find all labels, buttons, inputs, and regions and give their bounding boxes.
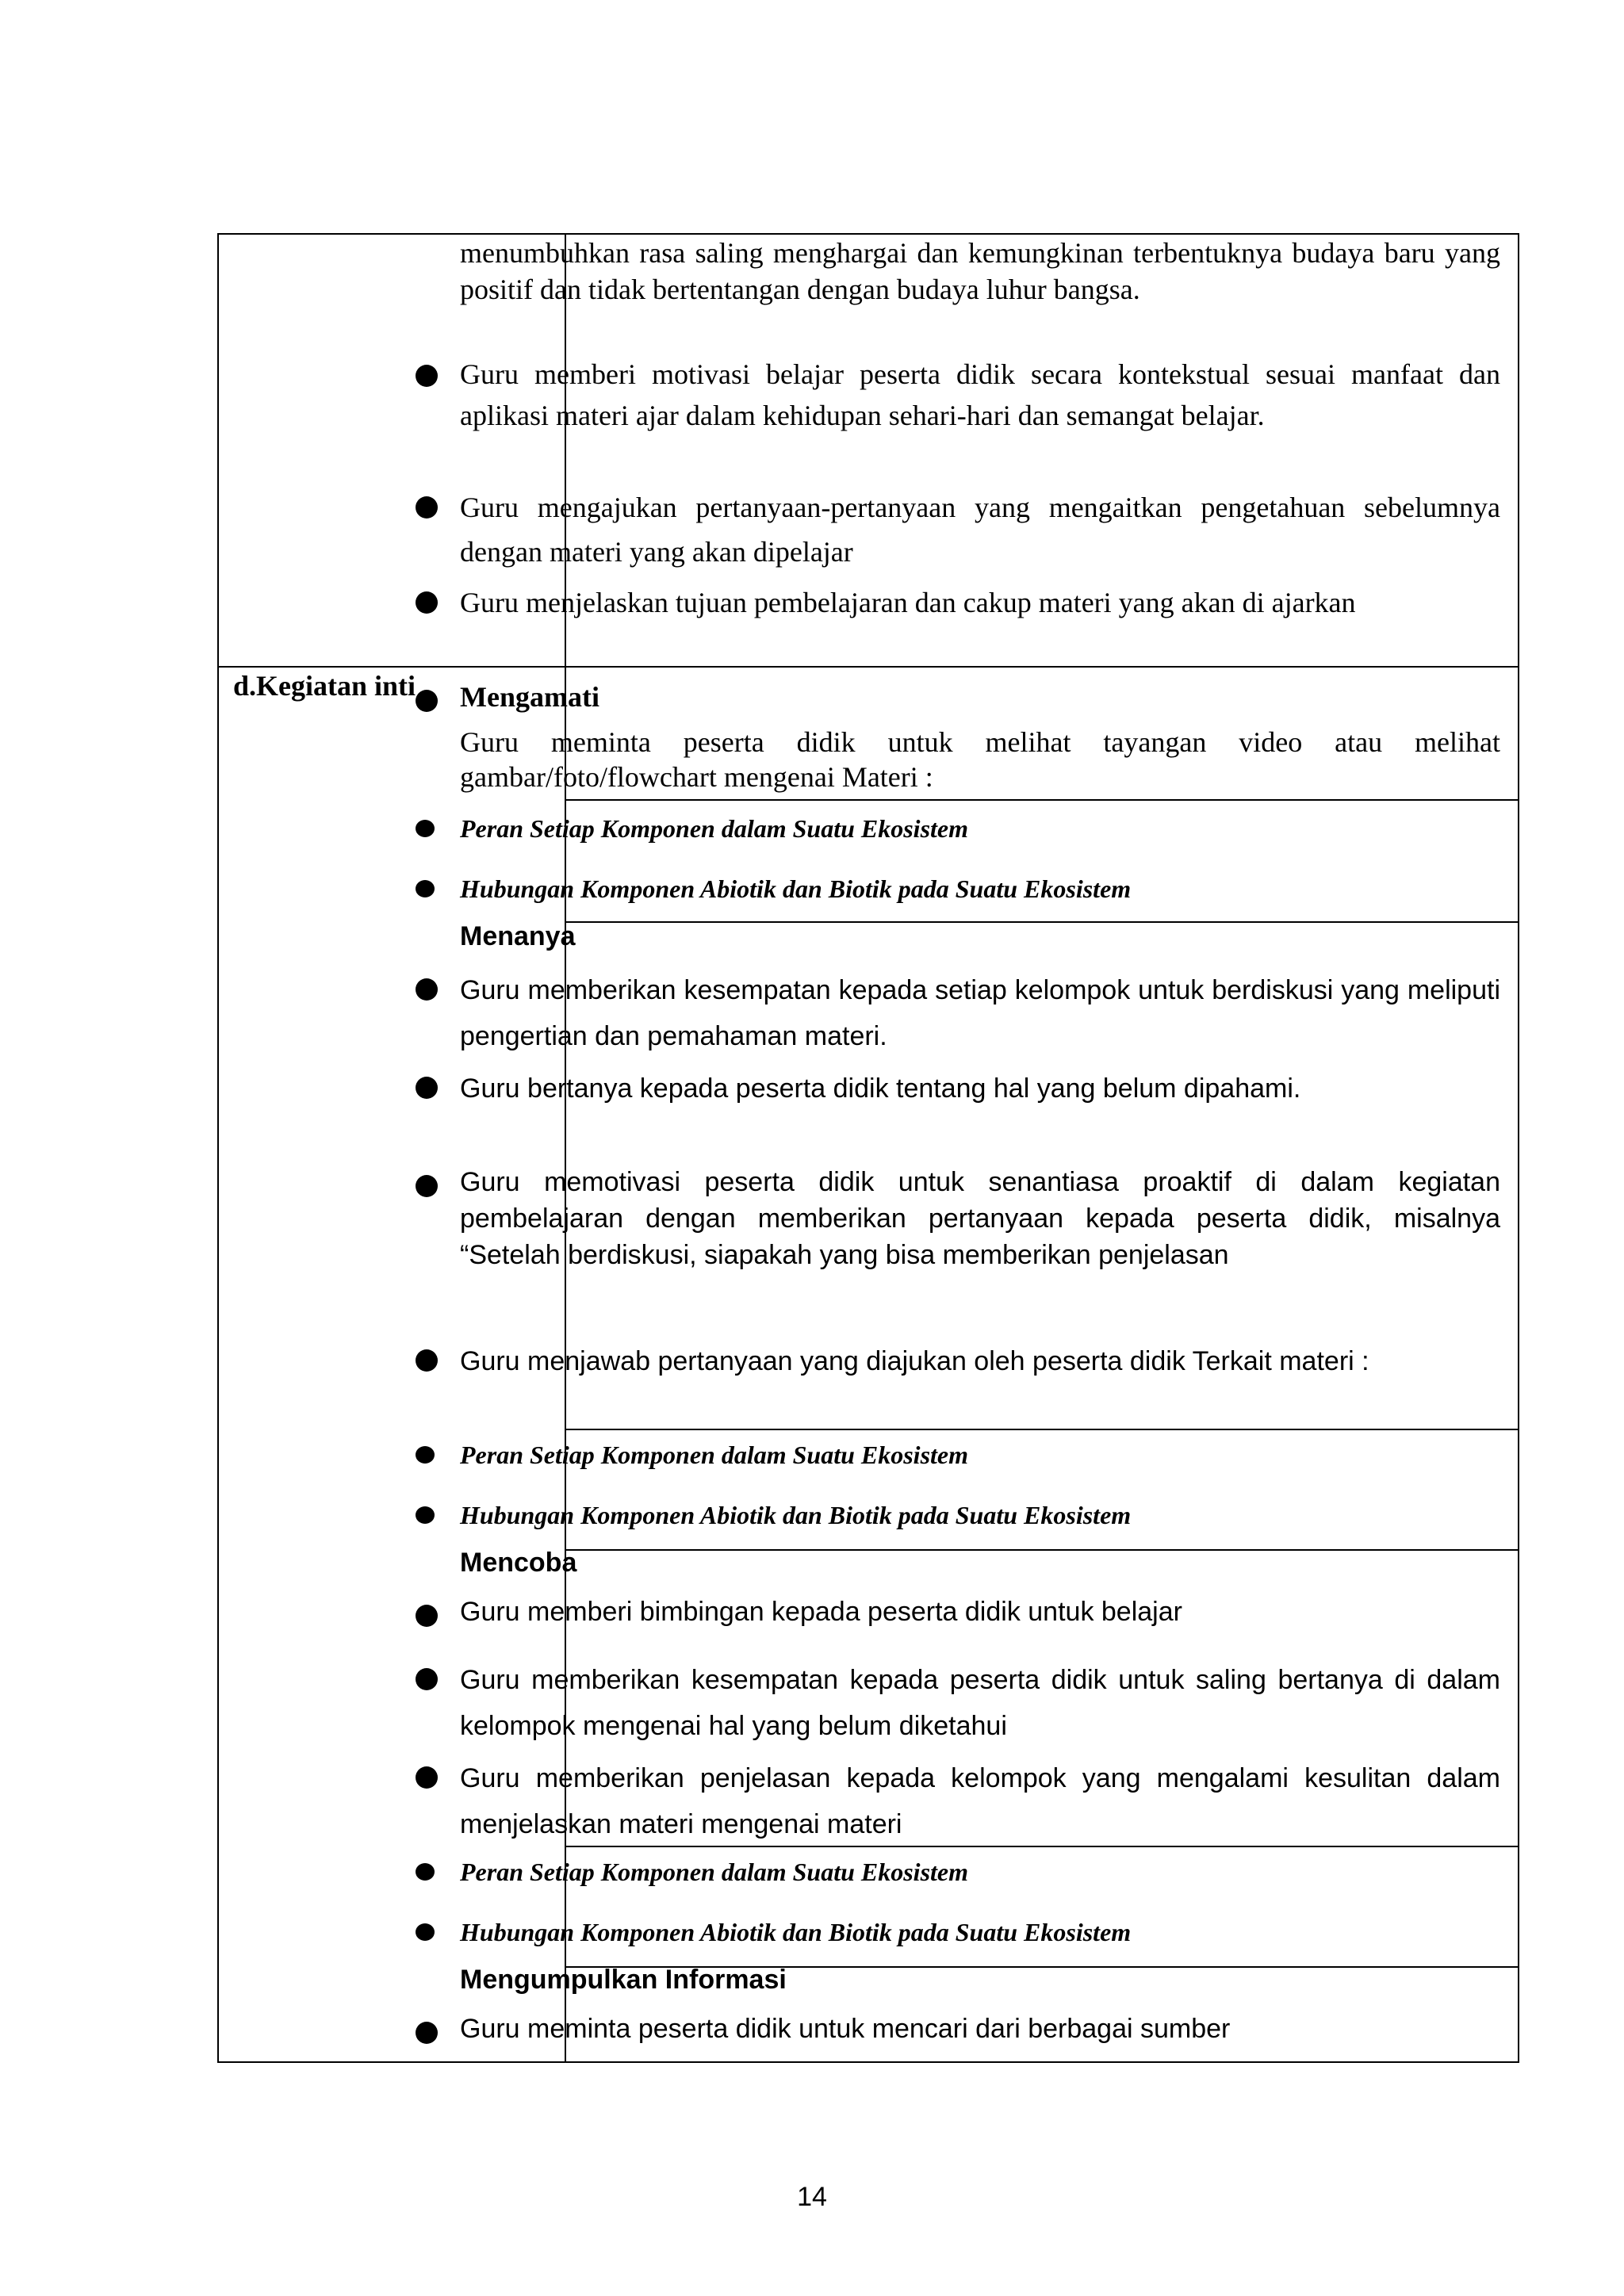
- menanya-bullet: Guru menjawab pertanyaan yang diajukan oleh peserta didik Terkait materi :: [460, 1346, 1369, 1376]
- bullet-icon: [416, 1446, 435, 1464]
- menanya-bullet: Guru memotivasi peserta didik untuk senantiasa proaktif di dalam kegiatan pembelajaran dengan memberikan pertanyaan kepada peserta didik, misalnya “Setelah berdiskusi, siapakah yang bisa memberikan penjelasan: [460, 1167, 1500, 1270]
- materi-item: Peran Setiap Komponen dalam Suatu Ekosistem: [460, 1441, 968, 1469]
- bullet-icon: [416, 591, 438, 614]
- bullet-icon: [416, 1863, 435, 1881]
- bullet-icon: [416, 1605, 438, 1627]
- bullet-icon: [416, 1766, 438, 1789]
- menanya-bullet: Guru bertanya kepada peserta didik tentang hal yang belum dipahami.: [460, 1073, 1301, 1104]
- bullet-icon: [416, 2022, 438, 2044]
- bullet-icon: [416, 690, 438, 712]
- mengumpulkan-bullet: Guru meminta peserta didik untuk mencari dari berbagai sumber: [460, 2014, 1231, 2044]
- bullet-icon: [416, 1077, 438, 1099]
- mengamati-text: Guru meminta peserta didik untuk melihat tayangan video atau melihat gambar/foto/flowchart mengenai Materi :: [460, 726, 1500, 793]
- bullet-icon: [416, 1923, 435, 1941]
- menanya-heading: Menanya: [460, 921, 576, 951]
- mencoba-bullet: Guru memberikan kesempatan kepada peserta didik untuk saling bertanya di dalam kelompok mengenai hal yang belum diketahui: [460, 1665, 1500, 1741]
- bullet-icon: [416, 1175, 438, 1197]
- bullet-icon: [416, 880, 435, 897]
- materi-item: Peran Setiap Komponen dalam Suatu Ekosistem: [460, 1858, 968, 1886]
- bullet-icon: [416, 978, 438, 1001]
- bullet-icon: [416, 1668, 438, 1690]
- intro-bullet: Guru menjelaskan tujuan pembelajaran dan cakup materi yang akan di ajarkan: [460, 587, 1356, 618]
- materi-item: Hubungan Komponen Abiotik dan Biotik pada Suatu Ekosistem: [460, 874, 1132, 903]
- materi-item: Hubungan Komponen Abiotik dan Biotik pada Suatu Ekosistem: [460, 1501, 1132, 1529]
- bullet-icon: [416, 1349, 438, 1372]
- row-divider: [565, 799, 1518, 801]
- row-divider: [219, 666, 1518, 668]
- bullet-icon: [416, 496, 438, 519]
- mengumpulkan-heading: Mengumpulkan Informasi: [460, 1965, 787, 1995]
- bullet-icon: [416, 365, 438, 387]
- materi-item: Hubungan Komponen Abiotik dan Biotik pada Suatu Ekosistem: [460, 1918, 1132, 1946]
- intro-bullet: Guru mengajukan pertanyaan-pertanyaan yang mengaitkan pengetahuan sebelumnya dengan materi yang akan dipelajar: [460, 492, 1500, 568]
- menanya-bullet: Guru memberikan kesempatan kepada setiap kelompok untuk berdiskusi yang meliputi pengertian dan pemahaman materi.: [460, 975, 1500, 1051]
- materi-item: Peran Setiap Komponen dalam Suatu Ekosistem: [460, 814, 968, 843]
- mencoba-bullet: Guru memberikan penjelasan kepada kelompok yang mengalami kesulitan dalam menjelaskan materi mengenai materi: [460, 1763, 1500, 1839]
- intro-bullet: Guru memberi motivasi belajar peserta didik secara kontekstual sesuai manfaat dan aplikasi materi ajar dalam kehidupan sehari-hari dan semangat belajar.: [460, 358, 1500, 431]
- row-divider: [565, 1429, 1518, 1430]
- page-number: 14: [797, 2182, 827, 2212]
- section-label: d.Kegiatan inti: [233, 670, 416, 702]
- bullet-icon: [416, 1506, 435, 1524]
- intro-continuation: menumbuhkan rasa saling menghargai dan kemungkinan terbentuknya budaya baru yang positif dan tidak bertentangan dengan budaya luhur bangsa.: [460, 237, 1500, 305]
- mengamati-heading: Mengamati: [460, 681, 599, 713]
- mencoba-bullet: Guru memberi bimbingan kepada peserta didik untuk belajar: [460, 1597, 1182, 1627]
- mencoba-heading: Mencoba: [460, 1548, 577, 1578]
- bullet-icon: [416, 820, 435, 837]
